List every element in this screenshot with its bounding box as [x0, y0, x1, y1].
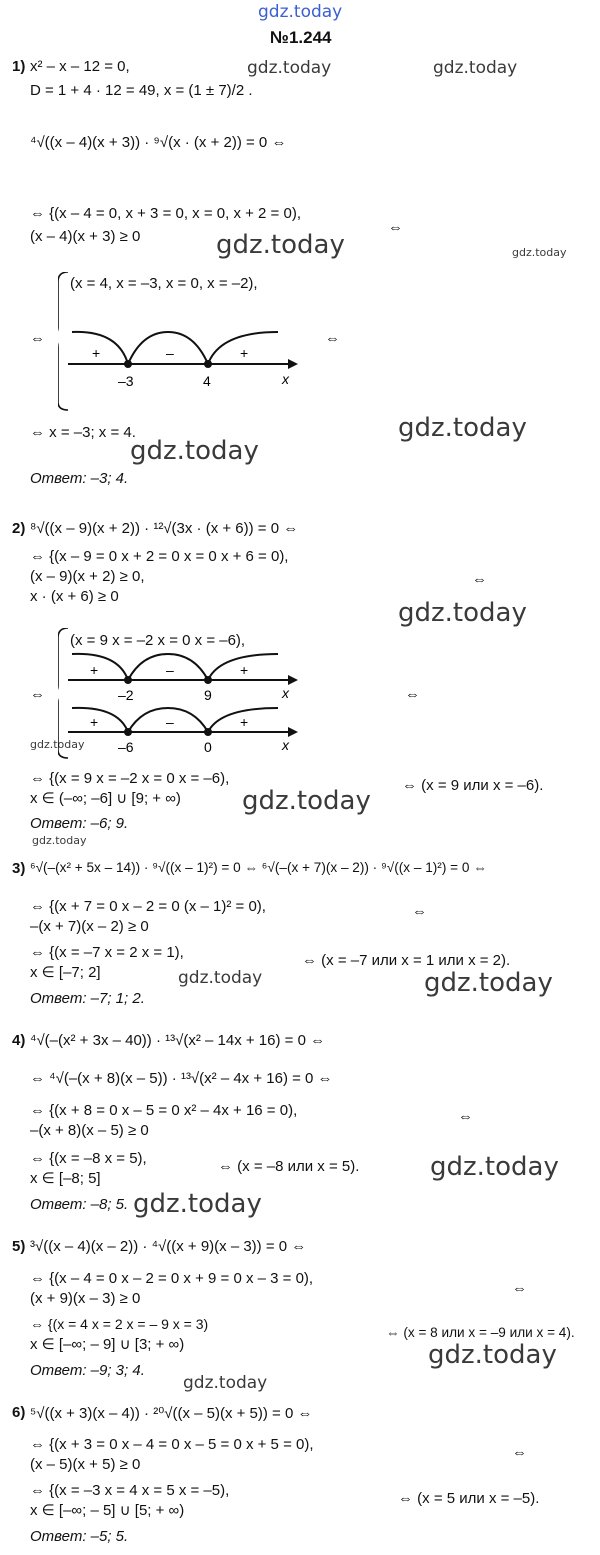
- point-label: 0: [204, 739, 212, 755]
- system-brace: [58, 272, 68, 410]
- watermark: gdz.today: [512, 246, 567, 259]
- sign-label: +: [92, 345, 101, 361]
- system-brace: [58, 628, 68, 758]
- system-line: ⇔ {(x – 9 = 0 x + 2 = 0 x = 0 x + 6 = 0),: [30, 548, 289, 565]
- watermark: gdz.today: [130, 436, 259, 466]
- equivalence-arrow: ⇔: [512, 1444, 527, 1461]
- watermark: gdz.today: [133, 1189, 262, 1219]
- system-line: x ∈ [–7; 2]: [30, 964, 101, 981]
- watermark: gdz.today: [424, 968, 553, 998]
- system-line: x ∈ [–∞; – 5] ∪ [5; + ∞): [30, 1502, 185, 1519]
- watermark: gdz.today: [398, 413, 527, 443]
- equivalence-arrow: ⇔: [512, 1280, 527, 1297]
- system-line: x ∈ [–∞; – 9] ∪ [3; + ∞): [30, 1336, 185, 1353]
- critical-point: [204, 676, 212, 684]
- system-line: ⇔ {(x + 7 = 0 x – 2 = 0 (x – 1)² = 0),: [30, 898, 266, 915]
- point-label: –2: [118, 687, 134, 703]
- equation-line: D = 1 + 4 · 12 = 49, x = (1 ± 7)/2 .: [30, 82, 253, 99]
- equivalence-arrow: ⇔: [405, 686, 420, 703]
- watermark: gdz.today: [433, 58, 518, 78]
- equation-line: ⁵√((x + 3)(x – 4)) · ²⁰√((x – 5)(x + 5)) = 0 ⇔: [30, 1405, 313, 1422]
- watermark: gdz.today: [242, 786, 371, 816]
- critical-point: [124, 360, 132, 368]
- system-line: (x – 9)(x + 2) ≥ 0,: [30, 568, 145, 585]
- answer: Ответ: –3; 4.: [30, 470, 129, 487]
- sign-label: +: [90, 662, 99, 678]
- system-line: ⇔ {(x + 8 = 0 x – 5 = 0 x² – 4x + 16 = 0),: [30, 1102, 298, 1119]
- problem-number: 3): [12, 860, 26, 877]
- problem-number: 5): [12, 1238, 26, 1255]
- watermark: gdz.today: [30, 738, 85, 751]
- watermark: gdz.today: [430, 1152, 559, 1182]
- equation-line: ⁸√((x – 9)(x + 2)) · ¹²√(3x · (x + 6)) = 0 ⇔: [30, 520, 299, 537]
- sign-diagram: [58, 272, 298, 412]
- system-line: x · (x + 6) ≥ 0: [30, 588, 119, 605]
- sign-label: +: [90, 714, 99, 730]
- problem-number: 2): [12, 520, 26, 537]
- equation-line: ⁴√((x – 4)(x + 3)) · ⁹√(x · (x + 2)) = 0 ⇔: [30, 134, 287, 151]
- system-line: (x – 4)(x + 3) ≥ 0: [30, 228, 141, 245]
- system-line: ⇔ {(x = –7 x = 2 x = 1),: [30, 944, 184, 961]
- critical-point: [204, 728, 212, 736]
- watermark: gdz.today: [428, 1340, 557, 1370]
- page-title: №1.244: [270, 28, 332, 47]
- result-line: ⇔ (x = 8 или x = –9 или x = 4).: [386, 1325, 575, 1340]
- result-line: ⇔ (x = –7 или x = 1 или x = 2).: [302, 952, 511, 969]
- system-line: (x + 9)(x – 3) ≥ 0: [30, 1290, 141, 1307]
- equivalence-arrow: ⇔: [30, 686, 45, 703]
- watermark: gdz.today: [216, 230, 345, 260]
- sign-label: +: [240, 662, 249, 678]
- system-line: (x = 4, x = –3, x = 0, x = –2),: [70, 275, 258, 292]
- system-line: –(x + 7)(x – 2) ≥ 0: [30, 918, 149, 935]
- watermark: gdz.today: [178, 968, 263, 988]
- result-line: ⇔ x = –3; x = 4.: [30, 424, 136, 441]
- axis-arrow-icon: [288, 675, 298, 685]
- system-line: ⇔ {(x – 4 = 0, x + 3 = 0, x = 0, x + 2 = 0),: [30, 205, 301, 222]
- equation-line: x² – x – 12 = 0,: [30, 58, 130, 75]
- equation-line: ⇔ ⁴√(–(x + 8)(x – 5)) · ¹³√(x² – 4x + 16) = 0 ⇔: [30, 1070, 333, 1087]
- result-line: ⇔ (x = –8 или x = 5).: [218, 1158, 360, 1175]
- system-line: x ∈ [–8; 5]: [30, 1170, 101, 1187]
- sign-label: –: [166, 662, 174, 678]
- system-line: (x = 9 x = –2 x = 0 x = –6),: [70, 632, 246, 649]
- result-line: ⇔ (x = 9 или x = –6).: [402, 777, 544, 794]
- point-label: 4: [203, 373, 211, 389]
- watermark-top[interactable]: gdz.today: [258, 2, 343, 22]
- system-line: ⇔ {(x – 4 = 0 x – 2 = 0 x + 9 = 0 x – 3 = 0),: [30, 1270, 314, 1287]
- sign-label: +: [240, 345, 249, 361]
- equation-line: ³√((x – 4)(x – 2)) · ⁴√((x + 9)(x – 3)) = 0 ⇔: [30, 1238, 307, 1255]
- problem-number: 4): [12, 1032, 26, 1049]
- point-label: –6: [118, 739, 134, 755]
- system-line: (x – 5)(x + 5) ≥ 0: [30, 1456, 141, 1473]
- system-line: ⇔ {(x = –3 x = 4 x = 5 x = –5),: [30, 1482, 230, 1499]
- answer: Ответ: –6; 9.: [30, 815, 129, 832]
- equivalence-arrow: ⇔: [412, 903, 427, 920]
- system-line: ⇔ {(x = 9 x = –2 x = 0 x = –6),: [30, 770, 230, 787]
- equivalence-arrow: ⇔: [472, 571, 487, 588]
- axis-arrow-icon: [288, 727, 298, 737]
- watermark: gdz.today: [247, 58, 332, 78]
- equivalence-arrow: ⇔: [30, 330, 45, 347]
- critical-point: [124, 728, 132, 736]
- axis-label: x: [282, 371, 289, 387]
- equation-line: ⁶√(–(x² + 5x – 14)) · ⁹√((x – 1)²) = 0 ⇔ ⁶√(–(x + 7)(x – 2)) · ⁹√((x – 1)²) = 0 ⇔: [30, 860, 487, 875]
- axis-arrow-icon: [288, 359, 298, 369]
- equation-line: ⁴√(–(x² + 3x – 40)) · ¹³√(x² – 14x + 16) = 0 ⇔: [30, 1032, 326, 1049]
- system-line: x ∈ (–∞; –6] ∪ [9; + ∞): [30, 790, 181, 807]
- system-line: ⇔ {(x = –8 x = 5),: [30, 1150, 147, 1167]
- axis-label: x: [282, 685, 289, 701]
- sign-diagram: [58, 628, 298, 760]
- answer: Ответ: –5; 5.: [30, 1528, 129, 1545]
- problem-number: 1): [12, 58, 26, 75]
- critical-point: [204, 360, 212, 368]
- axis-label: x: [282, 737, 289, 753]
- sign-label: –: [166, 345, 174, 361]
- system-line: ⇔ {(x + 3 = 0 x – 4 = 0 x – 5 = 0 x + 5 = 0),: [30, 1436, 314, 1453]
- watermark: gdz.today: [183, 1373, 268, 1393]
- system-line: –(x + 8)(x – 5) ≥ 0: [30, 1122, 149, 1139]
- answer: Ответ: –9; 3; 4.: [30, 1362, 145, 1379]
- sign-label: +: [240, 714, 249, 730]
- equivalence-arrow: ⇔: [458, 1108, 473, 1125]
- critical-point: [124, 676, 132, 684]
- problem-number: 6): [12, 1404, 26, 1421]
- watermark: gdz.today: [32, 834, 87, 847]
- point-label: 9: [204, 687, 212, 703]
- point-label: –3: [118, 373, 134, 389]
- answer: Ответ: –8; 5.: [30, 1196, 129, 1213]
- equivalence-arrow: ⇔: [325, 330, 340, 347]
- watermark: gdz.today: [398, 598, 527, 628]
- system-line: ⇔ {(x = 4 x = 2 x = – 9 x = 3): [30, 1316, 209, 1332]
- sign-label: –: [166, 714, 174, 730]
- result-line: ⇔ (x = 5 или x = –5).: [398, 1490, 540, 1507]
- equivalence-arrow: ⇔: [388, 219, 403, 236]
- answer: Ответ: –7; 1; 2.: [30, 990, 145, 1007]
